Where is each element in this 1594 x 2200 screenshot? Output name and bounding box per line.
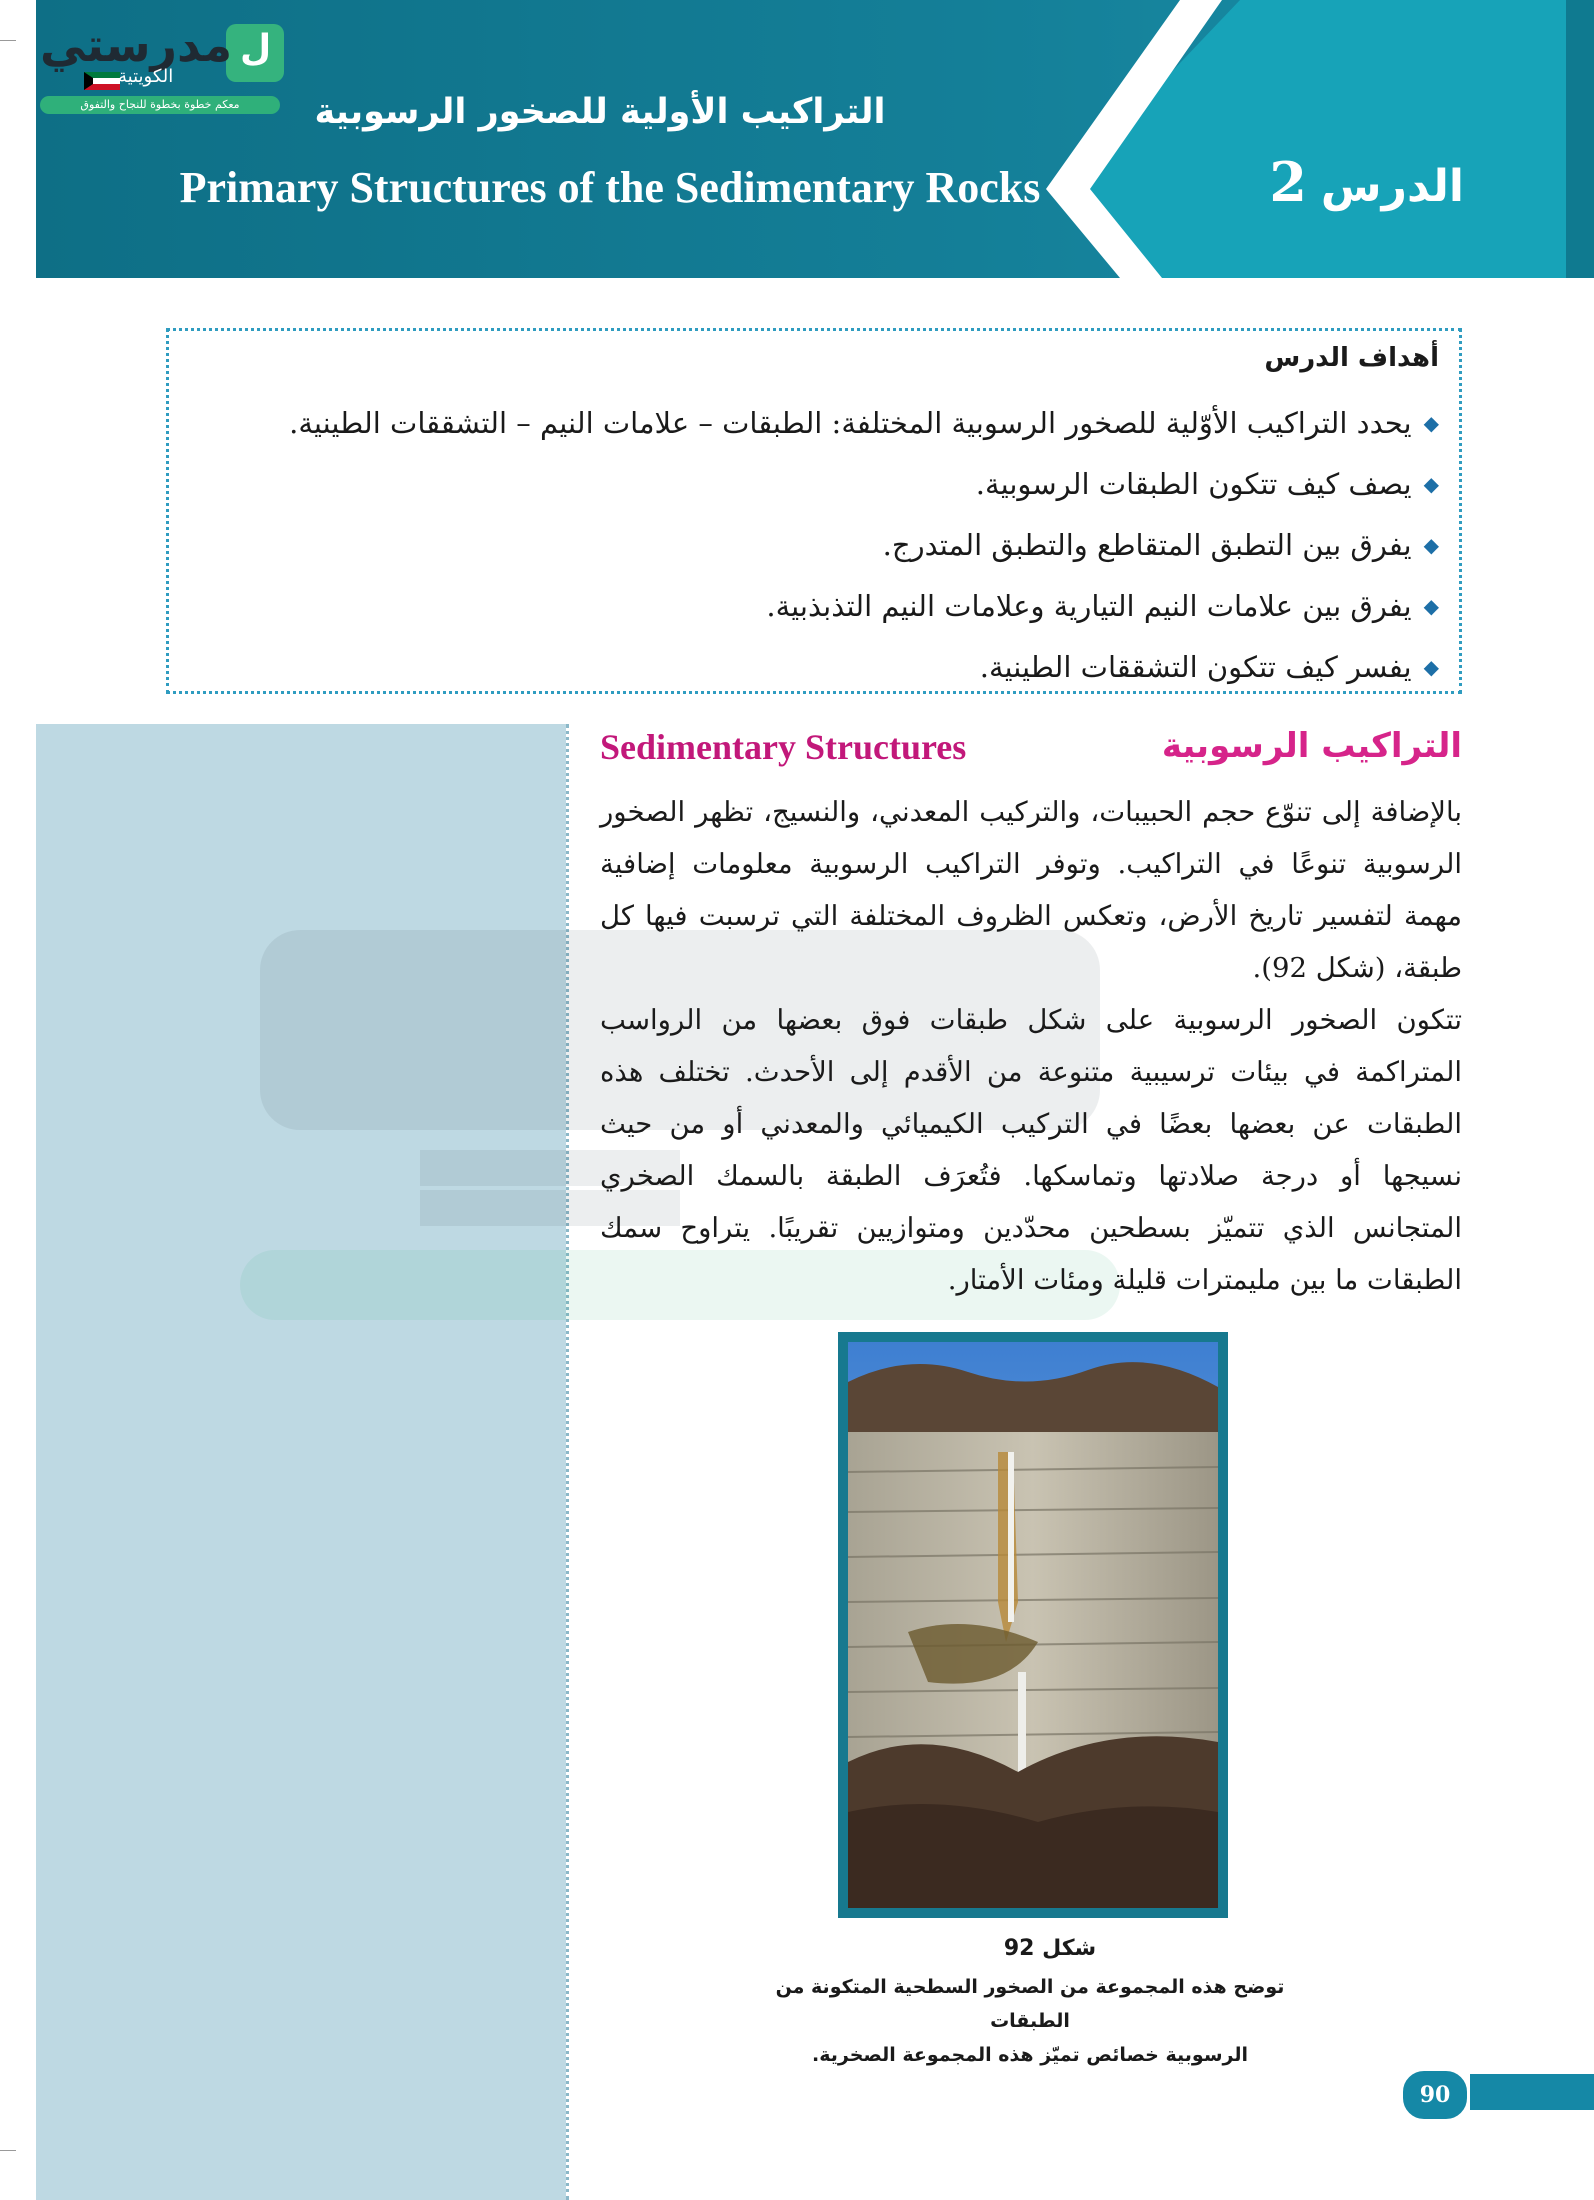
caption-line: الرسوبية خصائص تميّز هذه المجموعة الصخرية. bbox=[812, 2044, 1248, 2066]
page-number: 90 bbox=[1400, 2068, 1470, 2122]
objective-item: ◆يحدد التراكيب الأوّلية للصخور الرسوبية المختلفة: الطبقات – علامات النيم – التشققات الطينية. bbox=[289, 406, 1439, 440]
figure-label: شكل 92 bbox=[1003, 1936, 1097, 1961]
diamond-bullet-icon: ◆ bbox=[1423, 533, 1439, 557]
logo-name: مدرستي bbox=[40, 18, 233, 72]
figure-92-frame bbox=[838, 1332, 1228, 1918]
section-body bbox=[600, 786, 1462, 1306]
diamond-bullet-icon: ◆ bbox=[1423, 594, 1439, 618]
paragraph: تتكون الصخور الرسوبية على شكل طبقات فوق بعضها من الرواسب المتراكمة في بيئات ترسيبية متنوعة من الأقدم إلى الأحدث. تختلف هذه الطبقات عن بعضها بعضًا في التركيب الكيميائي والمعدني أو من حيث نسيجها أو درجة صلادتها وتماسكها. فتُعرَف الطبقة بالسمك الصخري المتجانس الذي تتميّز بسطحين محدّدين ومتوازيين تقريبًا. يتراوح سمك الطبقات ما بين مليمترات قليلة ومئات الأمتار. bbox=[600, 1004, 1463, 1296]
lesson-title-english: Primary Structures of the Sedimentary Rocks bbox=[179, 163, 1041, 212]
section-title-english: Sedimentary Structures bbox=[600, 727, 967, 767]
logo-country: الكويتية bbox=[118, 66, 174, 87]
objective-item: ◆يفرق بين التطبق المتقاطع والتطبق المتدرج. bbox=[882, 528, 1439, 562]
lesson-title-arabic: التراكيب الأولية للصخور الرسوبية bbox=[314, 92, 886, 132]
objective-item: ◆يفسر كيف تتكون التشققات الطينية. bbox=[979, 650, 1439, 684]
lesson-label: الدرس bbox=[1320, 161, 1464, 212]
objectives-list bbox=[189, 393, 1439, 698]
diamond-bullet-icon: ◆ bbox=[1423, 411, 1439, 435]
crop-mark bbox=[0, 2150, 16, 2151]
paragraph: بالإضافة إلى تنوّع حجم الحبيبات، والتركيب المعدني، والنسيج، تظهر الصخور الرسوبية تنوعًا في التراكيب. وتوفر التراكيب الرسوبية معلومات إضافية مهمة لتفسير تاريخ الأرض، وتعكس الظروف المختلفة التي ترسبت فيها كل طبقة، (شكل 92). bbox=[600, 796, 1462, 984]
objective-item: ◆يصف كيف تتكون الطبقات الرسوبية. bbox=[975, 467, 1439, 501]
objective-item: ◆يفرق بين علامات النيم التيارية وعلامات النيم التذبذبية. bbox=[766, 589, 1439, 623]
kuwait-flag-icon bbox=[84, 72, 120, 90]
lesson-number: 2 bbox=[1269, 150, 1307, 214]
section-title-arabic: التراكيب الرسوبية bbox=[1161, 726, 1462, 766]
crop-mark bbox=[0, 40, 16, 41]
diamond-bullet-icon: ◆ bbox=[1423, 472, 1439, 496]
diamond-bullet-icon: ◆ bbox=[1423, 655, 1439, 679]
objectives-title: أهداف الدرس bbox=[1264, 343, 1439, 373]
page-number-bar bbox=[1470, 2074, 1594, 2110]
figure-caption bbox=[740, 1970, 1320, 2072]
caption-line: توضح هذه المجموعة من الصخور السطحية المتكونة من الطبقات bbox=[775, 1976, 1285, 2032]
waterfall-cliff-photo bbox=[848, 1342, 1218, 1908]
logo-slogan: معكم خطوة بخطوة للنجاح والتفوق bbox=[40, 96, 280, 114]
madrasati-logo bbox=[36, 18, 286, 118]
logo-mark-icon: ل bbox=[226, 24, 284, 82]
lesson-badge bbox=[1204, 150, 1464, 214]
lesson-objectives-box bbox=[166, 328, 1462, 694]
